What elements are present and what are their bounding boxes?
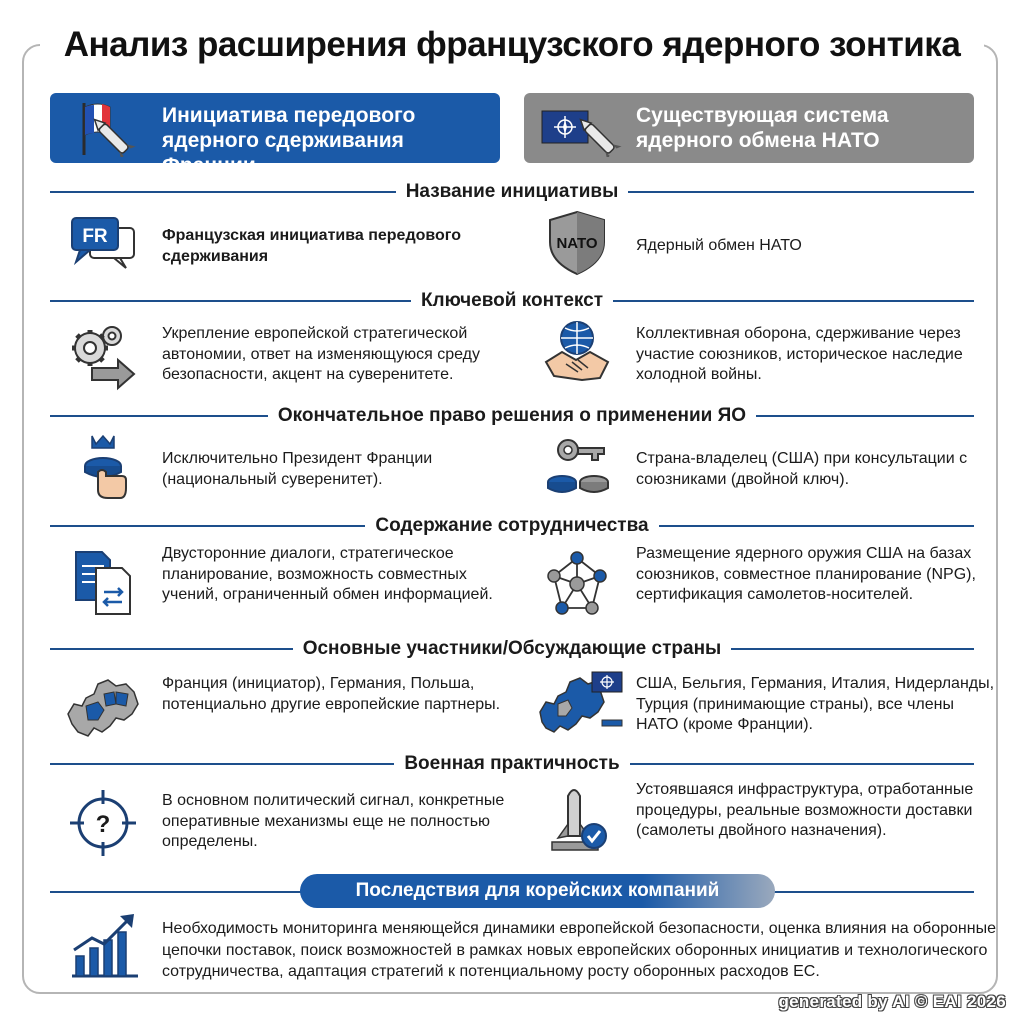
implications-label: Последствия для корейских компаний <box>300 874 775 908</box>
section-participants <box>50 637 974 661</box>
section-label: Основные участники/Обсуждающие страны <box>293 638 732 659</box>
initiative-name-france: Французская инициатива передового сдерживания <box>162 227 461 265</box>
initiative-name-nato: Ядерный обмен НАТО <box>636 237 802 254</box>
final-authority-france: Исключительно Президент Франции (национальный суверенитет). <box>162 450 433 488</box>
crosshair-question-icon <box>68 788 138 858</box>
svg-text:FR: FR <box>82 226 108 247</box>
header-france-label: Инициатива передового ядерного сдерживания Франции <box>162 104 416 177</box>
participants-france: Франция (инициатор), Германия, Польша, потенциально другие европейские партнеры. <box>162 675 501 713</box>
practicality-france: В основном политический сигнал, конкретные оперативные механизмы еще не полностью определены. <box>162 792 505 850</box>
key-context-nato: Коллективная оборона, сдерживание через участие союзников, историческое наследие холодной войны. <box>636 325 963 383</box>
key-buttons-icon <box>542 432 612 502</box>
section-key-context <box>50 289 974 313</box>
final-authority-nato: Страна-владелец (США) при консультации с союзниками (двойной ключ). <box>636 450 968 488</box>
crown-button-icon <box>68 432 138 502</box>
participants-nato: США, Бельгия, Германия, Италия, Нидерланды, Турция (принимающие страны), все члены НАТО (кроме Франции). <box>636 675 995 733</box>
section-final-authority <box>50 404 974 428</box>
key-context-france: Укрепление европейской стратегической автономии, ответ на изменяющуюся среду безопасности, акцент на суверенитете. <box>162 325 481 383</box>
nato-flag-missile-icon <box>536 99 628 157</box>
header-nato-label: Существующая система ядерного обмена НАТО <box>636 104 889 152</box>
french-flag-missile-icon <box>62 99 154 157</box>
section-korean-implications <box>50 880 974 904</box>
watermark: generated by AI © EAI 2026 <box>778 992 1006 1011</box>
svg-text:NATO: NATO <box>556 235 598 252</box>
cooperation-france: Двусторонние диалоги, стратегическое планирование, возможность совместных учений, ограниченный обмен информацией. <box>162 545 493 603</box>
header-france <box>50 93 500 177</box>
growth-chart-icon <box>68 910 142 980</box>
section-military-practicality <box>50 752 974 776</box>
europe-map-icon <box>64 670 142 740</box>
section-label: Военная практичность <box>394 753 629 774</box>
header-nato <box>524 93 974 163</box>
svg-text:?: ? <box>95 811 111 838</box>
nato-shield-icon <box>542 208 612 278</box>
implications-text: Необходимость мониторинга меняющейся динамики европейской безопасности, оценка влияния на оборонные цепочки поставок, поиск возможностей в рамках новых европейских оборонных инициатив и технологического сотрудничества, адаптация стратегий к потенциальному росту оборонных расходов ЕС. <box>162 920 996 980</box>
cooperation-nato: Размещение ядерного оружия США на базах союзников, совместное планирование (NPG), сертификация самолетов-носителей. <box>636 545 976 603</box>
section-label: Содержание сотрудничества <box>365 515 658 536</box>
documents-exchange-icon <box>68 548 138 618</box>
speech-bubbles-icon <box>68 212 138 282</box>
section-label: Ключевой контекст <box>411 290 613 311</box>
europe-map-nato-icon <box>536 666 626 736</box>
gears-arrow-icon <box>68 322 138 392</box>
practicality-nato: Устоявшаяся инфраструктура, отработанные процедуры, реальные возможности доставки (самолеты двойного назначения). <box>636 781 974 839</box>
section-cooperation-content <box>50 514 974 538</box>
page-title: Анализ расширения французского ядерного зонтика <box>40 22 984 68</box>
globe-handshake-icon <box>542 318 612 388</box>
section-label: Название инициативы <box>396 181 629 202</box>
section-label: Окончательное право решения о применении ЯО <box>268 405 756 426</box>
missile-check-icon <box>542 784 612 854</box>
network-icon <box>542 550 612 620</box>
section-initiative-name <box>50 180 974 204</box>
